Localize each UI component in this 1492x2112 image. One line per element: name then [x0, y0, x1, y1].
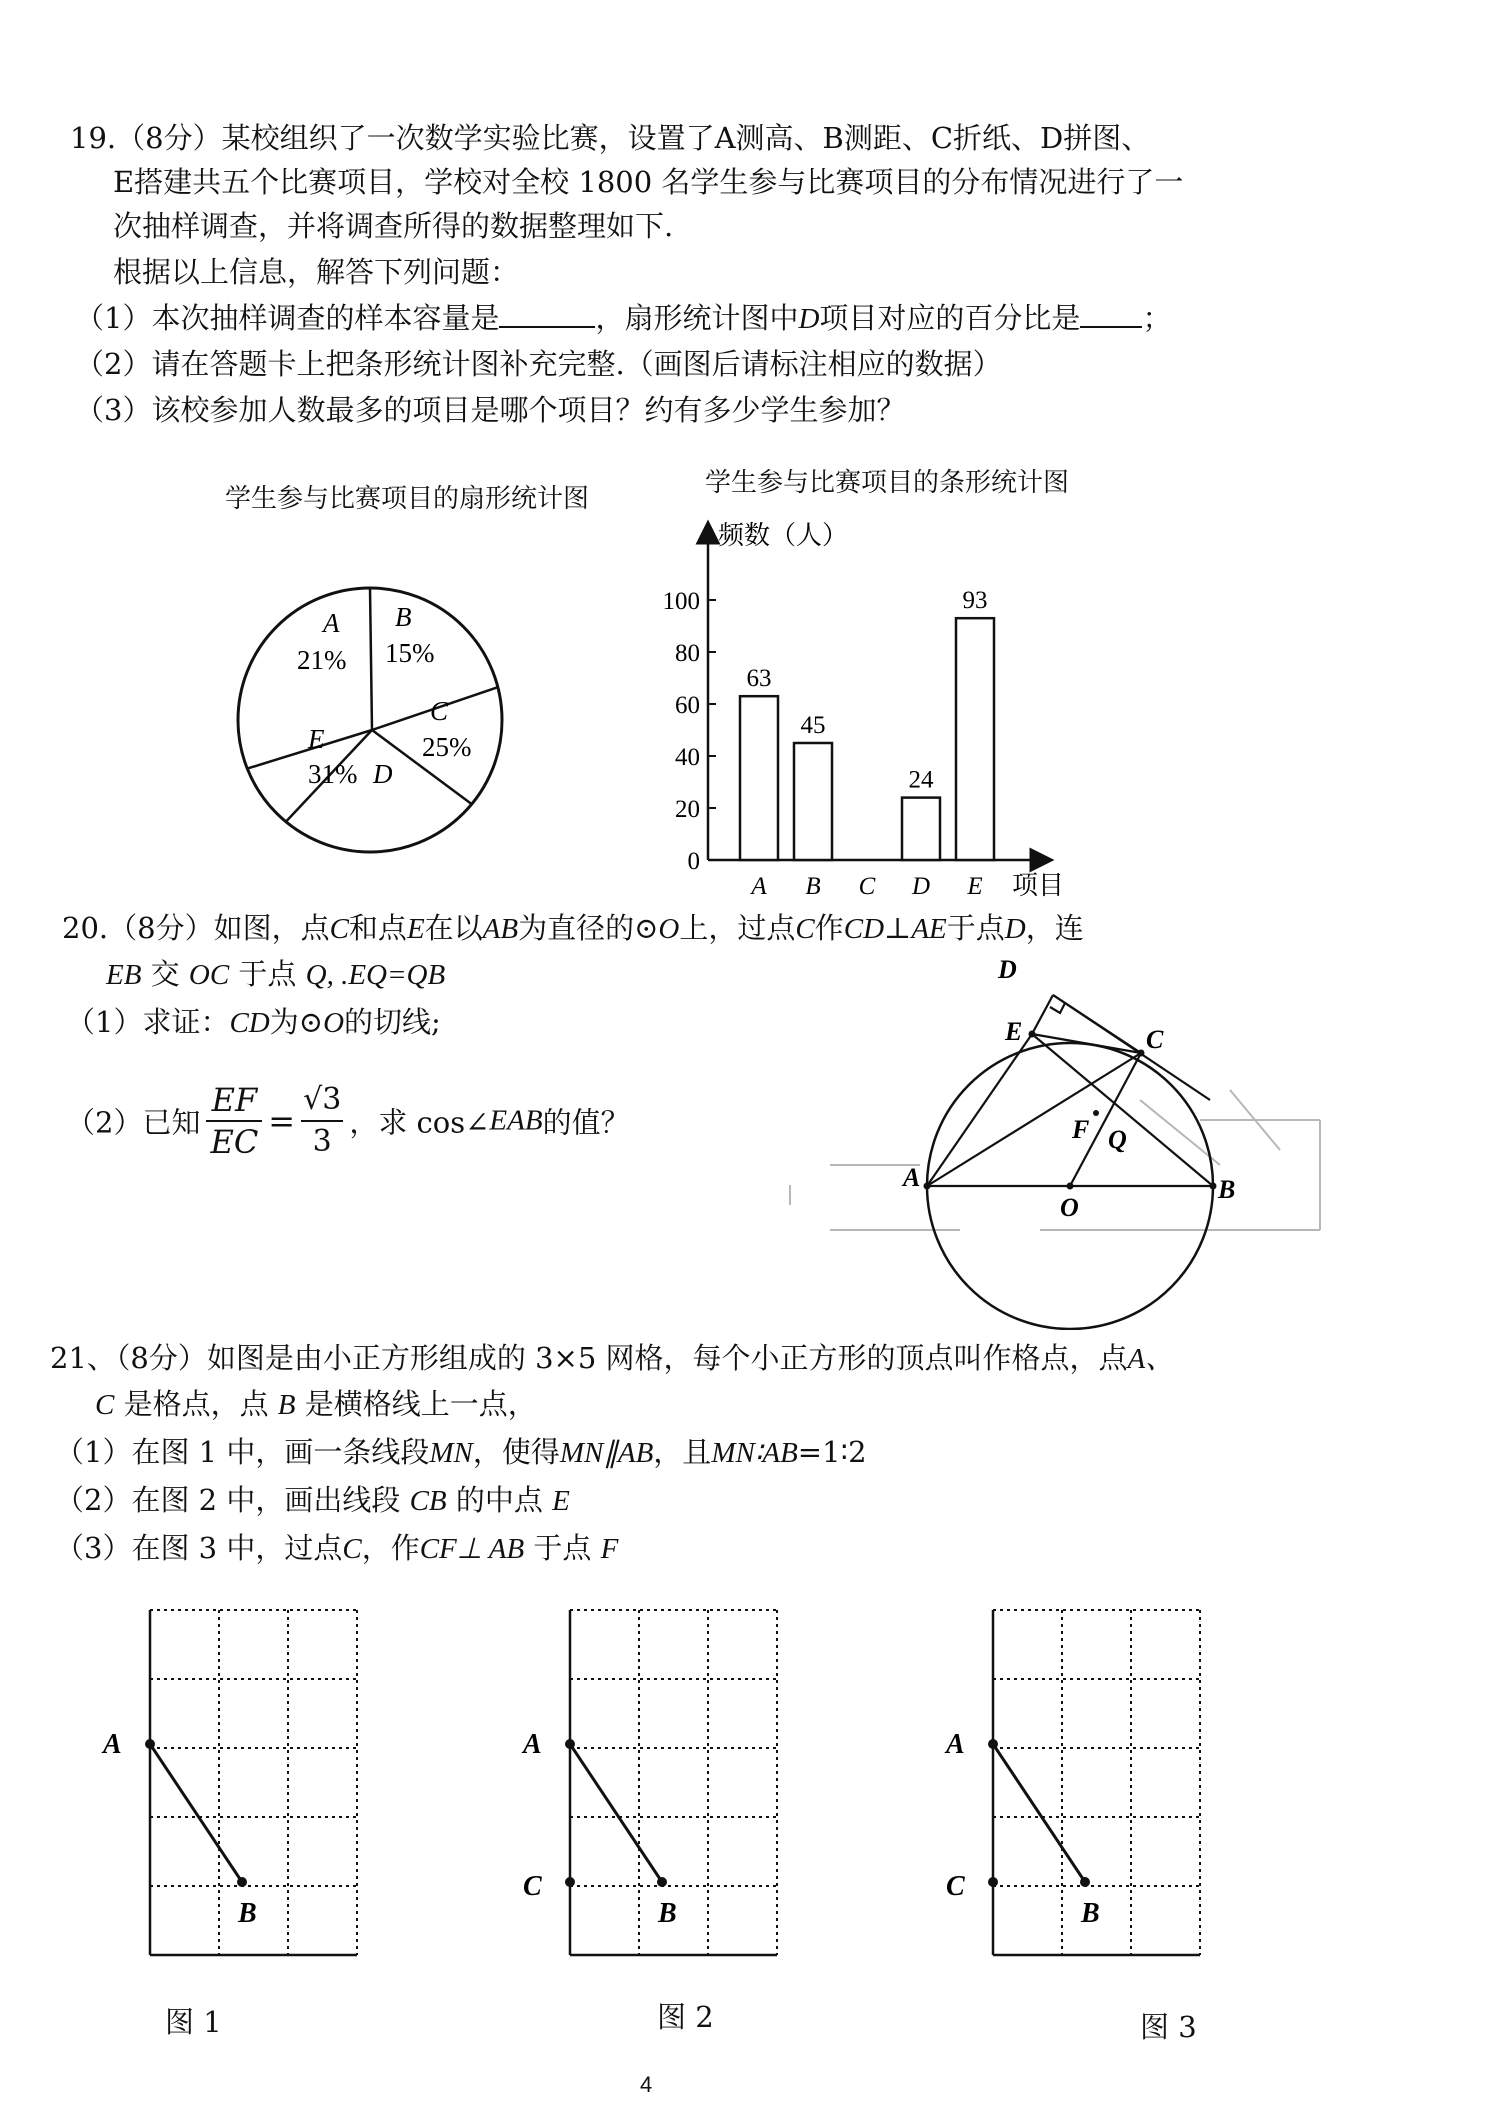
y-tick-label: 80	[675, 640, 700, 667]
q20-text: ⊥	[884, 911, 912, 945]
q21-var: MN	[429, 1437, 473, 1469]
q20-var: AB	[482, 913, 519, 945]
x-category-label-a: A	[751, 873, 767, 900]
segment-ab	[993, 1744, 1085, 1882]
point-b	[237, 1877, 247, 1887]
grid-figure-1	[95, 1585, 395, 1985]
q21-text: ，使得	[472, 1435, 560, 1469]
q20-text: （1）求证：	[66, 1005, 230, 1039]
q20-var: O	[323, 1007, 345, 1039]
grid-label-b: B	[238, 1898, 257, 1929]
q20-text: ，求 cos∠	[349, 1105, 490, 1140]
y-tick-label: 100	[662, 588, 700, 615]
q19-part1-var-d: D	[798, 303, 820, 335]
q21-text: （3）在图 3 中，过点	[55, 1531, 343, 1565]
bar-chart-title: 学生参与比赛项目的条形统计图	[705, 468, 1070, 498]
q20-var: EAB	[489, 1104, 543, 1137]
figure-caption-3: 图 3	[1140, 2010, 1197, 2044]
q21-var: MN∥AB	[559, 1437, 654, 1469]
fraction-denominator: 3	[312, 1124, 332, 1159]
q20-var: Q, .EQ=QB	[305, 959, 446, 991]
q21-text: =1∶2	[797, 1435, 867, 1469]
point-a	[988, 1739, 998, 1749]
pie-label-c: C	[430, 696, 449, 726]
q20-line1	[62, 908, 1084, 949]
q20-text: 于点	[238, 957, 297, 991]
pie-label-e: E	[308, 724, 325, 754]
answer-blank-sample-size[interactable]	[499, 298, 595, 328]
fraction-denominator: EC	[210, 1123, 259, 1161]
fraction-ef-ec	[206, 1080, 262, 1162]
answer-blank-d-percent[interactable]	[1080, 298, 1142, 328]
q21-part1	[55, 1432, 867, 1473]
q20-var: EB	[106, 959, 142, 991]
bar-chart	[650, 510, 1100, 900]
fraction-root3-over-3	[301, 1080, 343, 1162]
q21-text: 21、（8分）如图是由小正方形组成的 3×5 网格，每个小正方形的顶点叫作格点，点	[50, 1341, 1128, 1375]
q21-text: ，且	[653, 1435, 712, 1469]
pie-chart	[220, 570, 520, 870]
q20-var: E	[406, 913, 425, 945]
point-label-a: A	[903, 1163, 921, 1192]
point-a	[565, 1739, 575, 1749]
grid-label-b: B	[658, 1898, 677, 1929]
y-tick-label: 40	[675, 744, 700, 771]
q21-var: CB	[409, 1485, 447, 1517]
q21-part2	[55, 1480, 570, 1521]
q21-var: E	[552, 1485, 570, 1517]
q21-var: C	[342, 1533, 362, 1565]
q21-line2	[95, 1384, 537, 1425]
pie-label-d: D	[373, 759, 393, 789]
q20-text: 和点	[348, 911, 407, 945]
grid-figure-3	[938, 1585, 1238, 1985]
q20-var: OC	[188, 959, 230, 991]
q20-var: CD	[229, 1007, 270, 1039]
q21-text: ，作	[361, 1531, 420, 1565]
pie-pct-b: 15%	[385, 638, 435, 668]
q20-text: 为直径的⊙	[518, 911, 659, 945]
q20-var: C	[795, 913, 815, 945]
q21-text: 是格点，点	[123, 1387, 269, 1421]
q19-part1-text-a: （1）本次抽样调查的样本容量是	[75, 301, 500, 335]
figure-caption-2: 图 2	[657, 2000, 714, 2034]
q21-var: CF⊥ AB	[419, 1533, 525, 1565]
q19-part1-text-c: 项目对应的百分比是	[819, 301, 1081, 335]
point-label-c: C	[1146, 1025, 1164, 1054]
q20-text: 交	[150, 957, 180, 991]
q19-part2: （2）请在答题卡上把条形统计图补充完整.（画图后请标注相应的数据）	[75, 347, 1002, 381]
bar-a	[740, 696, 778, 860]
q21-var: C	[95, 1389, 115, 1421]
q21-part3	[55, 1528, 618, 1569]
point-c	[565, 1877, 575, 1887]
grid-label-a: A	[103, 1729, 122, 1760]
geometry-labels	[901, 960, 1235, 1222]
q21-text: 是横格线上一点，	[304, 1387, 537, 1421]
bar-b	[794, 743, 832, 860]
q21-text: 于点	[533, 1531, 592, 1565]
x-category-label-d: D	[911, 873, 931, 900]
grid-figure-2	[515, 1585, 815, 1985]
q20-text: 的切线;	[344, 1005, 441, 1039]
q19-line4: 根据以上信息，解答下列问题：	[113, 255, 520, 289]
page-number: 4	[640, 2072, 653, 2097]
q21-text: （1）在图 1 中，画一条线段	[55, 1435, 430, 1469]
q20-var: CD	[843, 913, 885, 945]
q20-text: 于点	[946, 911, 1005, 945]
pie-pct-e: 31%	[308, 759, 358, 789]
q20-var: C	[329, 913, 349, 945]
x-category-label-b: B	[805, 873, 821, 900]
q19-line1: 19.（8分）某校组织了一次数学实验比赛，设置了A测高、B测距、C折纸、D拼图、	[70, 121, 1151, 155]
y-tick-label: 20	[675, 796, 700, 823]
q21-var: MN∶AB	[711, 1437, 798, 1469]
bar-value-label-d: 24	[908, 766, 934, 794]
figure-caption-1: 图 1	[165, 2005, 222, 2039]
geometry-lines	[927, 995, 1213, 1186]
q20-text: 20.（8分）如图，点	[62, 911, 330, 945]
bar-x-label: 项目	[1012, 871, 1065, 900]
bar-d	[902, 798, 940, 860]
q20-text: （2）已知	[66, 1105, 201, 1140]
pie-label-b: B	[395, 602, 412, 632]
q20-text: 为⊙	[269, 1005, 324, 1039]
q20-var: D	[1004, 913, 1026, 945]
q20-text: 在以	[424, 911, 483, 945]
bar-e	[956, 618, 994, 860]
q20-part2	[66, 1080, 630, 1162]
q21-var: F	[600, 1533, 619, 1565]
pie-label-a: A	[323, 608, 340, 638]
point-b	[1080, 1877, 1090, 1887]
bar-value-label-a: 63	[746, 665, 772, 693]
segment-ab	[570, 1744, 662, 1882]
grid-label-a: A	[946, 1729, 965, 1760]
pie-slice-divider-a	[370, 588, 372, 730]
bar-categories	[749, 873, 982, 900]
q20-text: ，连	[1025, 911, 1084, 945]
pie-chart-title: 学生参与比赛项目的扇形统计图	[225, 484, 590, 514]
pie-pct-a: 21%	[297, 645, 347, 675]
point-label-b: B	[1218, 1175, 1236, 1204]
q21-var: A、	[1127, 1343, 1175, 1375]
q21-text: （2）在图 2 中，画出线段	[55, 1483, 401, 1517]
point-label-q: Q	[1108, 1125, 1127, 1154]
x-category-label-e: E	[967, 873, 983, 900]
fraction-numerator: EF	[206, 1080, 262, 1122]
circle-geometry-figure	[760, 960, 1360, 1330]
point-b	[657, 1877, 667, 1887]
grid-label-c: C	[523, 1871, 542, 1902]
grid-label-a: A	[523, 1729, 542, 1760]
q20-var: AE	[911, 913, 947, 945]
grid-label-c: C	[946, 1871, 965, 1902]
q20-text: 的值？	[542, 1105, 630, 1140]
x-category-label-c: C	[858, 873, 876, 900]
q20-line2	[106, 954, 445, 995]
bar-value-label-e: 93	[962, 587, 988, 615]
geometry-points	[924, 1031, 1217, 1190]
q20-part1	[66, 1002, 441, 1043]
equals-sign: =	[268, 1102, 296, 1140]
q19-part1	[75, 298, 1171, 339]
q20-text: 作	[814, 911, 844, 945]
point-label-f: F	[1072, 1115, 1090, 1144]
point-a	[145, 1739, 155, 1749]
point-c	[988, 1877, 998, 1887]
q19-line3: 次抽样调查，并将调查所得的数据整理如下.	[113, 209, 674, 243]
y-tick-label: 0	[687, 848, 700, 875]
q20-text: 上，过点	[679, 911, 796, 945]
q19-part1-text-b: ，扇形统计图中	[595, 301, 799, 335]
point-label-e: E	[1005, 1017, 1023, 1046]
q21-text: 的中点	[455, 1483, 543, 1517]
point-label-o: O	[1060, 1193, 1079, 1222]
segment-ab	[150, 1744, 242, 1882]
grid-label-b: B	[1081, 1898, 1100, 1929]
bar-y-label: 频数（人）	[718, 521, 849, 550]
scan-artifact-lines	[790, 1090, 1320, 1230]
q21-var: B	[277, 1389, 296, 1421]
bar-series	[740, 587, 994, 860]
bar-value-label-b: 45	[800, 712, 826, 739]
q19-line2: E搭建共五个比赛项目，学校对全校 1800 名学生参与比赛项目的分布情况进行了一	[113, 165, 1184, 199]
fraction-numerator: √3	[301, 1080, 343, 1122]
point-label-d: D	[998, 960, 1017, 984]
q21-line1	[50, 1338, 1174, 1379]
q19-part1-end: ；	[1142, 301, 1172, 335]
q19-part3: （3）该校参加人数最多的项目是哪个项目？约有多少学生参加？	[75, 393, 906, 427]
pie-pct-c: 25%	[422, 732, 472, 762]
q20-var: O	[658, 913, 680, 945]
y-tick-label: 60	[675, 692, 700, 719]
